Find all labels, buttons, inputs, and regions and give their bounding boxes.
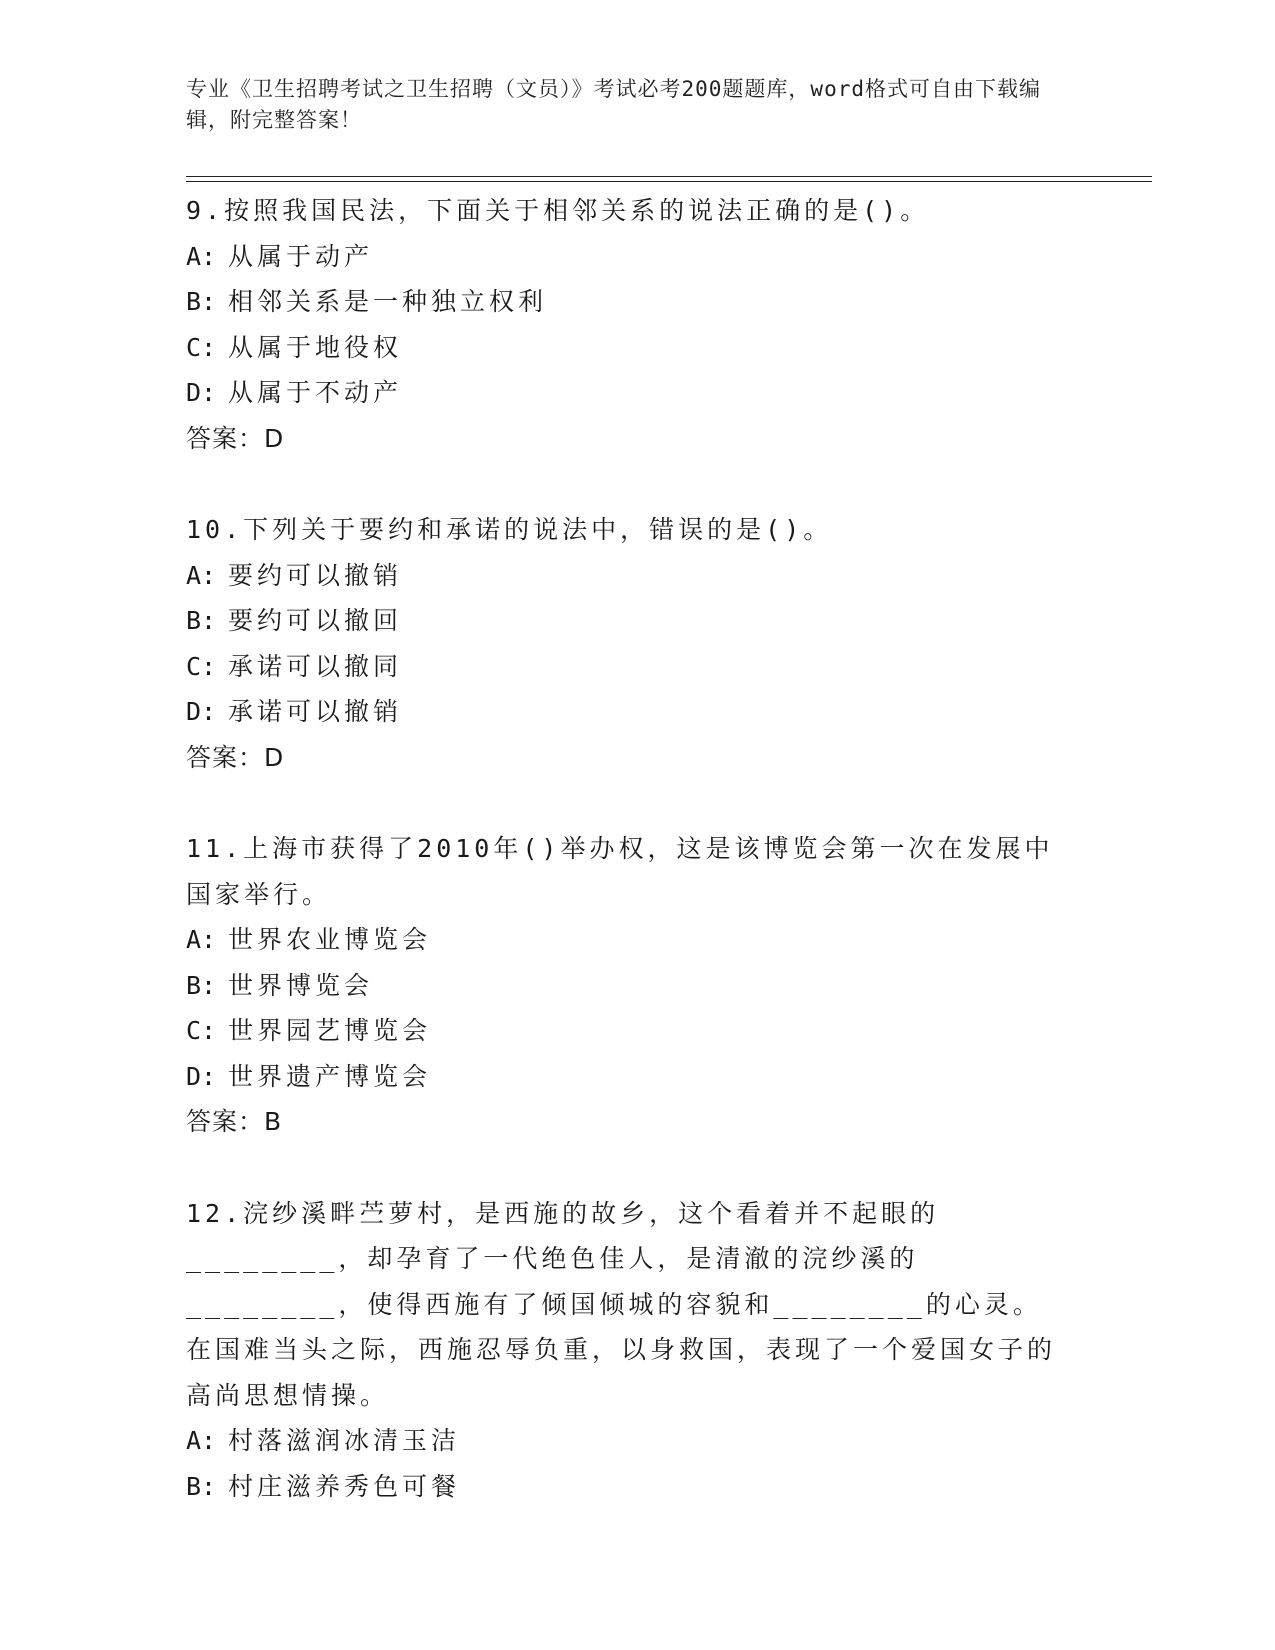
option-a — [186, 917, 1066, 963]
option-text: 承诺可以撤销 — [228, 697, 403, 726]
option-letter: A: — [186, 560, 217, 590]
option-c — [186, 1008, 1066, 1054]
option-letter: C: — [186, 332, 217, 362]
option-text: 从属于动产 — [228, 241, 374, 271]
question-stem: 12.浣纱溪畔苎萝村，是西施的故乡，这个看着并不起眼的________，却孕育了一代绝色佳人，是清澈的浣纱溪的________，使得西施有了倾国倾城的容貌和________的心灵。在国难当头之际，西施忍辱负重，以身救国，表现了一个爱国女子的高尚思想情操。 — [186, 1198, 1057, 1410]
answer-line: 答案：B — [186, 1107, 283, 1136]
option-letter: A: — [186, 1426, 217, 1455]
option-a — [186, 234, 1066, 280]
option-text: 从属于地役权 — [228, 332, 403, 362]
option-b — [186, 279, 1066, 325]
option-text: 世界遗产博览会 — [228, 1061, 432, 1091]
option-letter: A: — [186, 925, 217, 954]
question-stem: 9.按照我国民法，下面关于相邻关系的说法正确的是()。 — [186, 196, 930, 225]
option-letter: C: — [186, 1016, 217, 1045]
question-11 — [186, 826, 1066, 1145]
option-letter: A: — [186, 241, 217, 271]
option-d — [186, 689, 1066, 735]
question-stem: 11.上海市获得了2010年()举办权，这是该博览会第一次在发展中国家举行。 — [186, 834, 1054, 909]
question-list — [186, 188, 1066, 1555]
option-letter: B: — [186, 606, 217, 635]
option-letter: D: — [186, 378, 217, 407]
option-a — [186, 1418, 1066, 1464]
option-b — [186, 963, 1066, 1009]
option-letter: D: — [186, 1061, 217, 1091]
option-text: 世界园艺博览会 — [228, 1016, 432, 1045]
question-12 — [186, 1191, 1066, 1510]
answer-line: 答案：D — [186, 742, 285, 772]
option-text: 相邻关系是一种独立权利 — [228, 287, 548, 316]
option-text: 世界博览会 — [228, 970, 374, 1000]
question-stem: 10.下列关于要约和承诺的说法中，错误的是()。 — [186, 515, 833, 544]
option-b — [186, 598, 1066, 644]
option-d — [186, 1054, 1066, 1100]
question-9 — [186, 188, 1066, 461]
option-c — [186, 325, 1066, 371]
option-text: 村庄滋养秀色可餐 — [228, 1471, 461, 1501]
option-a — [186, 553, 1066, 599]
option-text: 从属于不动产 — [228, 378, 403, 407]
option-letter: B: — [186, 1471, 217, 1501]
option-text: 承诺可以撤同 — [228, 651, 403, 681]
option-b — [186, 1464, 1066, 1510]
header-divider — [186, 176, 1152, 182]
option-text: 要约可以撤回 — [228, 606, 403, 635]
option-letter: B: — [186, 287, 217, 316]
document-header: 专业《卫生招聘考试之卫生招聘（文员）》考试必考200题题库，word格式可自由下载编辑，附完整答案！ — [186, 77, 1041, 132]
option-letter: D: — [186, 697, 217, 726]
option-c — [186, 644, 1066, 690]
option-text: 村落滋润冰清玉洁 — [228, 1426, 461, 1455]
question-10 — [186, 507, 1066, 780]
option-text: 世界农业博览会 — [228, 925, 432, 954]
option-d — [186, 370, 1066, 416]
option-text: 要约可以撤销 — [228, 560, 403, 590]
option-letter: B: — [186, 970, 217, 1000]
option-letter: C: — [186, 651, 217, 681]
answer-line: 答案：D — [186, 423, 285, 453]
